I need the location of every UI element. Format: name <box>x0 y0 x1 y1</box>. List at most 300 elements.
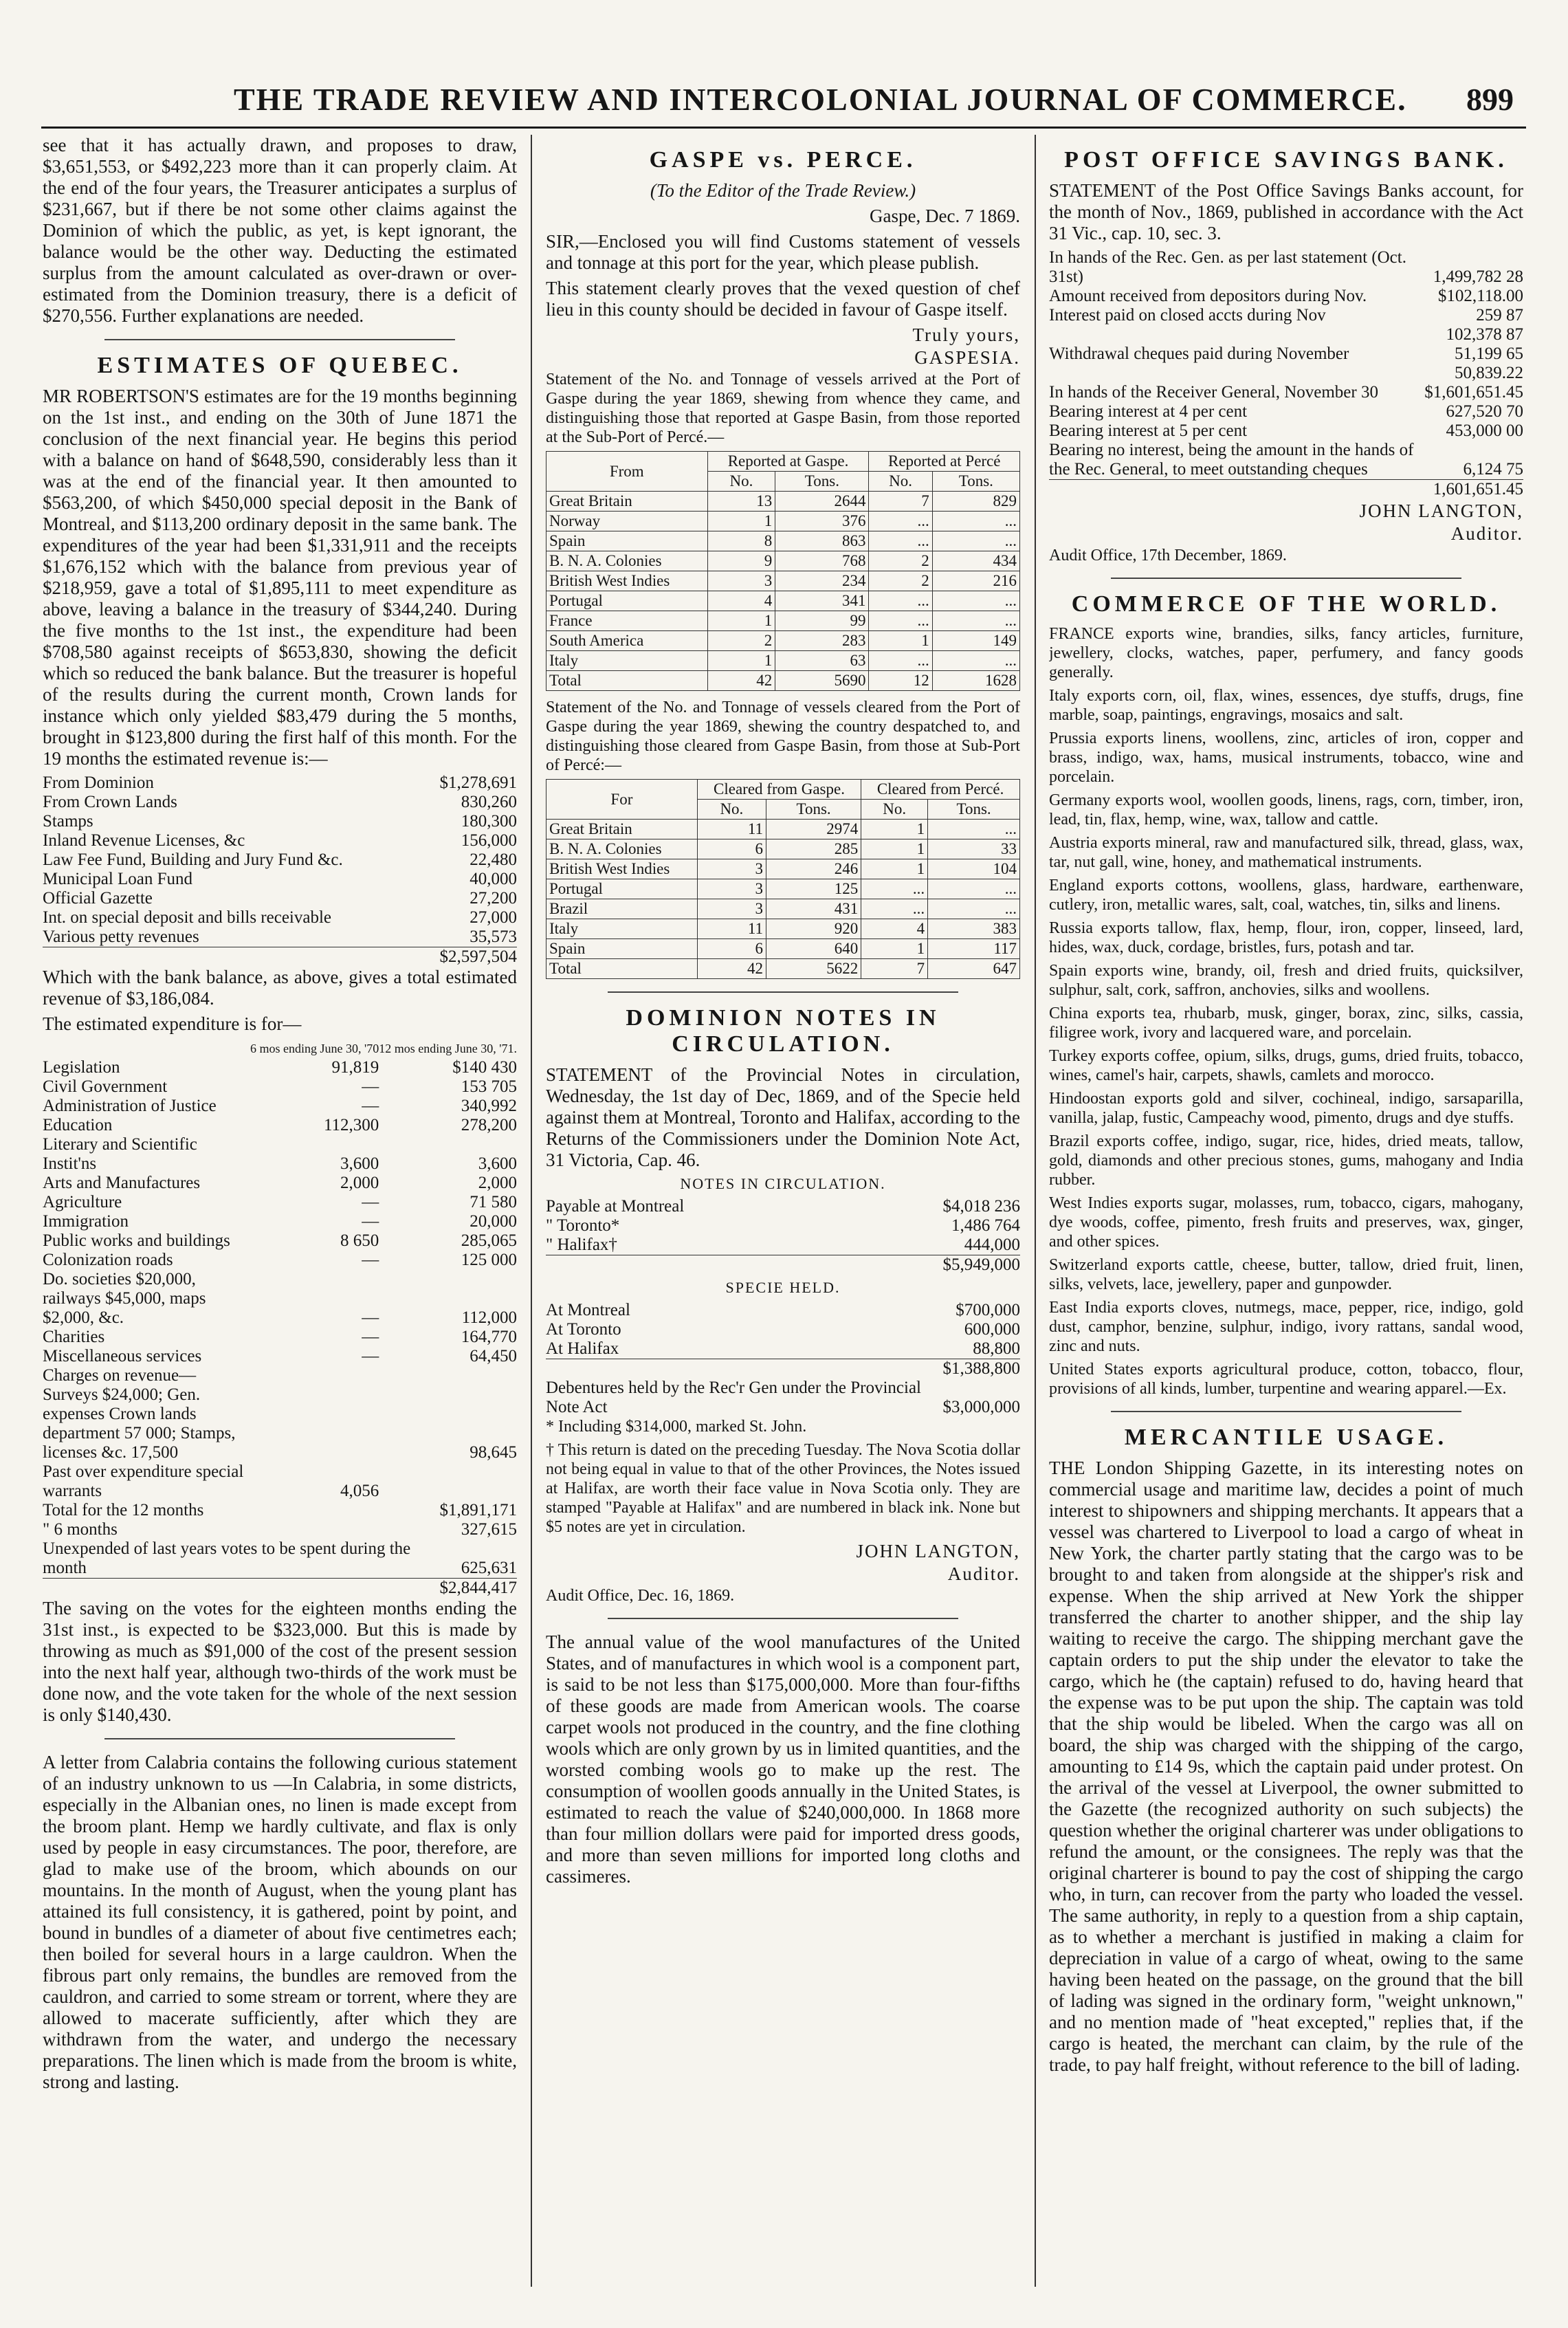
column-3 <box>1049 135 1523 2294</box>
arrived-row-cell: Italy <box>546 651 708 671</box>
commerce-item: China exports tea, rhubarb, musk, ginger, borax, zinc, silks, cassia, filigree work, ivory and lacquered ware, and porcelain. <box>1049 1004 1523 1042</box>
expenditure-full: 71 580 <box>470 1193 517 1211</box>
expenditure-full: 20,000 <box>470 1212 517 1231</box>
arrived-row <box>546 591 1020 611</box>
expenditure-full: 285,065 <box>461 1231 517 1250</box>
wool-paragraph: The annual value of the wool manufactures of the United States, and of manufactures in which wool is a component part, is said to be not less than $175,000,000. More than four-fifths of these goods are made from American wools. The coarse carpet wools not produced in the country, and the fine clothing wools which are only grown by us in limited quantities, and the worsted combing wools go to make up the rest. The consumption of woollen goods annually in the United States, is estimated to reach the value of $240,000,000. In 1868 more than four million dollars were paid for imported dress goods, and more than seven millions for imported long cloths and cassimeres. <box>546 1632 1020 1887</box>
revenue-row-label: From Crown Lands <box>43 793 177 811</box>
exp-total-row <box>43 1520 517 1539</box>
col-head: Tons. <box>775 472 869 492</box>
posb-row-label: Bearing interest at 4 per cent <box>1049 402 1248 421</box>
gaspe-letter: SIR,—Enclosed you will find Customs statement of vessels and tonnage at this port for the year, which please publish. <box>546 231 1020 273</box>
commerce-item: England exports cottons, woollens, glass, hardware, earthenware, cutlery, iron, metallic wares, salt, coal, watches, tin, silks and linens. <box>1049 877 1523 914</box>
posb-row-amount: 51,199 65 <box>1455 344 1523 363</box>
total-cell: 42 <box>697 959 766 979</box>
commerce-item: Switzerland exports cattle, cheese, butter, tallow, dried fruit, linen, silks, velvets, lace, jewellery, paper and gunpowder. <box>1049 1256 1523 1293</box>
expenditure-full: 98,645 <box>470 1443 517 1462</box>
arrived-row-cell: 1 <box>869 631 932 651</box>
expenditure-row <box>43 1193 517 1212</box>
calabria-paragraph: A letter from Calabria contains the following curious statement of an industry unknown to us —In Calabria, in some districts, especially in the Albanian ones, no linen is made except from the broom plant. Hemp we hardly cultivate, and flax is only used by people in easy circumstances. The poor, therefore, are glad to make use of the broom, which abounds on our mountains. In the month of August, when the young plant has attained its full consistency, it is gathered, point by point, and bound in bundles of a diameter of about five centimetres each; then boiled for several hours in a large cauldron. When the fibrous part only remains, the bundles are removed from the cauldron, and carried to some stream or torrent, where they are allowed to macerate sufficiently, after which they are withdrawn from the water, and undergo the necessary preparations. The linen which is made from the broom is white, strong and lasting. <box>43 1752 517 2092</box>
revenue-table <box>43 773 517 967</box>
total-cell: Total <box>546 671 708 691</box>
arrived-title: Statement of the No. and Tonnage of vessels arrived at the Port of Gaspe during the year 1869, shewing from whence they came, and distinguishing those that reported at Gaspe Basin, from those reported at the Sub-Port of Percé.— <box>546 371 1020 446</box>
posb-row-label: Amount received from depositors during Nov. <box>1049 287 1367 305</box>
revenue-row-label: Various petty revenues <box>43 927 199 946</box>
posb-row-amount: 50,839.22 <box>1455 364 1523 382</box>
notes-row-label: " Toronto* <box>546 1216 620 1235</box>
expenditure-half: 91,819 <box>331 1058 379 1077</box>
arrived-row-cell: 1 <box>707 651 775 671</box>
expenditure-full: 153 705 <box>461 1077 517 1096</box>
exp-total-row-amount: 625,631 <box>461 1559 517 1577</box>
cleared-row-cell: 285 <box>766 839 861 859</box>
arrived-row-cell: 2 <box>869 551 932 571</box>
arrived-row-cell: 2 <box>869 571 932 591</box>
arrived-row <box>546 651 1020 671</box>
audit-date: Audit Office, 17th December, 1869. <box>1049 547 1287 564</box>
debentures-label: Debentures held by the Rec'r Gen under the Provincial Note Act <box>546 1379 921 1416</box>
cleared-row-cell: 104 <box>928 859 1020 879</box>
expenditure-row <box>43 1328 517 1347</box>
gaspe-heading: GASPE vs. PERCE. <box>649 147 917 173</box>
cleared-row-cell: 920 <box>766 919 861 939</box>
commerce-item: Brazil exports coffee, indigo, sugar, rice, hides, dried meats, tallow, gold, diamonds and other precious stones, gums, mahogany and India rubber. <box>1049 1132 1523 1189</box>
revenue-row-label: Int. on special deposit and bills receivable <box>43 908 332 927</box>
posb-row <box>1049 421 1523 441</box>
revenue-row <box>43 793 517 812</box>
arrived-row-cell: 768 <box>775 551 869 571</box>
notes-row-amount: $4,018 236 <box>942 1197 1020 1216</box>
expenditure-label: Arts and Manufactures <box>43 1174 201 1192</box>
commerce-item: Spain exports wine, brandy, oil, fresh and dried fruits, quicksilver, sulphur, salt, cork, saffron, anchovies, silks and woollens. <box>1049 962 1523 999</box>
expenditure-totals <box>43 1501 517 1598</box>
exp-total-row-amount: 327,615 <box>461 1520 517 1539</box>
notes-row-amount: 444,000 <box>964 1236 1020 1254</box>
arrived-row-cell: B. N. A. Colonies <box>546 551 708 571</box>
posb-total: 1,601,651.45 <box>1424 480 1523 500</box>
revenue-row-amount: 27,000 <box>470 908 517 927</box>
commerce-item: Germany exports wool, woollen goods, linens, rags, corn, timber, iron, lead, tin, flax, hemp, wine, wax, tallow and cattle. <box>1049 791 1523 828</box>
cleared-row <box>546 919 1020 939</box>
arrived-row-cell: Great Britain <box>546 492 708 512</box>
posb-row-label <box>1049 325 1424 344</box>
arrived-row-cell: 863 <box>775 531 869 551</box>
arrived-row-cell: 9 <box>707 551 775 571</box>
posb-row <box>1049 441 1523 480</box>
commerce-item: Italy exports corn, oil, flax, wines, essences, dye stuffs, drugs, fine marble, soap, paintings, engravings, mosaics and salt. <box>1049 687 1523 724</box>
column-divider <box>1035 135 1036 2287</box>
arrived-row-cell: ... <box>932 651 1019 671</box>
expenditure-table <box>43 1039 517 1501</box>
masthead <box>41 76 1526 117</box>
cleared-row-cell: 3 <box>697 859 766 879</box>
expenditure-label: Legislation <box>43 1058 120 1077</box>
expenditure-full: 64,450 <box>470 1347 517 1365</box>
cleared-row-cell: 6 <box>697 839 766 859</box>
arrived-row-cell: 3 <box>707 571 775 591</box>
mercantile-heading: MERCANTILE USAGE. <box>1124 1425 1448 1450</box>
cleared-row-cell: 3 <box>697 899 766 919</box>
dominion-paragraph: STATEMENT of the Provincial Notes in circulation, Wednesday, the 1st day of Dec, 1869, and of the Specie held against them at Montreal, Toronto and Halifax, according to the Returns of the Commissioners under the Dominion Note Act, 31 Victoria, Cap. 46. <box>546 1064 1020 1170</box>
expenditure-half: 4,056 <box>340 1482 379 1500</box>
posb-row-amount: 6,124 75 <box>1463 460 1523 479</box>
separator <box>608 1618 958 1619</box>
arrived-row <box>546 531 1020 551</box>
total-cell: Total <box>546 959 698 979</box>
posb-row-label: Bearing no interest, being the amount in the hands of the Rec. General, to meet outstanding cheques <box>1049 441 1414 479</box>
specie-row-amount: $700,000 <box>956 1301 1020 1319</box>
expenditure-label: Miscellaneous services <box>43 1347 202 1365</box>
posb-row-amount: 453,000 00 <box>1446 421 1523 440</box>
arrived-row-cell: Portugal <box>546 591 708 611</box>
expenditure-full <box>379 1462 517 1501</box>
revenue-row-label: From Dominion <box>43 773 154 792</box>
table-total <box>546 959 1020 979</box>
expenditure-half <box>250 1366 379 1462</box>
commerce-item: Austria exports mineral, raw and manufactured silk, thread, glass, wax, tar, nut gall, wine, honey, and mathematical instruments. <box>1049 834 1523 871</box>
footnote: * Including $314,000, marked St. John. <box>546 1418 807 1436</box>
arrived-row-cell: 99 <box>775 611 869 631</box>
specie-row-label: At Toronto <box>546 1320 621 1339</box>
posb-row-label: Interest paid on closed accts during Nov <box>1049 306 1326 325</box>
notes-row <box>546 1197 1020 1216</box>
auditor-role: Auditor. <box>947 1563 1020 1584</box>
expenditure-full: 125 000 <box>461 1251 517 1269</box>
exp-total-row-label: Unexpended of last years votes to be spent during the month <box>43 1539 411 1577</box>
col-head: For <box>546 780 698 820</box>
posb-row-amount: 259 87 <box>1476 306 1523 325</box>
arrived-row-cell: 4 <box>707 591 775 611</box>
revenue-row <box>43 812 517 831</box>
notes-row-label: " Halifax† <box>546 1236 617 1254</box>
estimates-paragraph: MR ROBERTSON'S estimates are for the 19 months beginning on the 1st inst., and ending on the 30th of June 1871 the conclusion of the next financial year. He begins this period with a balance on hand of $648,590, considerably less than it was at the end of the financial year. It then amounted to $563,200, of which $450,000 special deposit in the Bank of Montreal, and $113,200 ordinary deposit in the same bank. The expenditures of the year had been $1,331,911 and the receipts $1,676,152 which with the balance from previous year of $218,959, gave a total of $1,895,111 to meet expenditure as above, leaving a balance in the treasury of $344,240. During the five months to the 1st inst., the expenditure had been $708,580 against receipts of $653,830, showing the deficit which so reduced the bank balance. But the treasurer is hopeful of the results during the current month, Crown lands for instance which only yielded $83,479 during the 5 months, brought in $123,800 during the first half of this month. For the 19 months the estimated revenue is:— <box>43 386 517 769</box>
mercantile-paragraph: THE London Shipping Gazette, in its interesting notes on commercial usage and maritime law, decides a point of much interest to shipowners and shipping merchants. It appears that a vessel was chartered to Liverpool to load a cargo of wheat in New York, the charter partly stating that the cargo was to be brought to and taken from alongside at the shipper's risk and expense. When the ship arrived at New York the shipper transferred the charter to another shipper, and the ship lay waiting to receive the cargo. The shipping merchant gave the captain orders to put the ship under the elevator to take the cargo, which he (the captain) refused to do, having heard that the expense was to be put upon the ship. The captain was told that the ship would be libeled. When the cargo was all on board, the ship was charged with the shipping of the cargo, amounting to £14 9s, which the captain paid under protest. On the arrival of the vessel at Liverpool, the owner submitted to the Gazette (the recognized authority on such subjects) the question whether the original charterer was under obligations to refund the amount, or the consignees. The reply was that the original charterer is bound to pay the cost of shipping the cargo who, in turn, can recover from the party who loaded the vessel. The same authority, in reply to a question from a ship captain, as to whether a merchant is justified in making a claim for depreciation in value of a cargo of wheat, owing to the same having been heated on the passage, on the ground that the bill of lading was signed in the ordinary form, "weight unknown," and no mention made of "heat excepted," replies that, if the cargo is heated, the merchant can claim, by the rule of the trade, to pay half freight, without reference to the bill of lading. <box>1049 1458 1523 2075</box>
footnote: † This return is dated on the preceding Tuesday. The Nova Scotia dollar not being equal in value to that of the other Provinces, the Notes issued at Halifax, are worth their face value in Nova Scotia only. They are stamped "Payable at Halifax" and are numbered in black ink. None but $5 notes are yet in circulation. <box>546 1441 1020 1536</box>
cleared-row-cell: 640 <box>766 939 861 959</box>
posb-row <box>1049 364 1523 383</box>
expenditure-full: 112,000 <box>461 1308 517 1327</box>
cleared-row-cell: Brazil <box>546 899 698 919</box>
col-head: Cleared from Gaspe. <box>697 780 861 800</box>
arrived-row-cell: South America <box>546 631 708 651</box>
specie-table <box>546 1301 1020 1417</box>
exp-total-row <box>43 1539 517 1579</box>
expenditure-half: 2,000 <box>340 1174 379 1192</box>
auditor-signature: JOHN LANGTON, <box>856 1541 1020 1561</box>
total-cell: 12 <box>869 671 932 691</box>
arrived-row-cell: 7 <box>869 492 932 512</box>
revenue-row <box>43 831 517 850</box>
expenditure-label: Education <box>43 1116 113 1134</box>
expenditure-label: Charities <box>43 1328 105 1346</box>
total-cell: 42 <box>707 671 775 691</box>
separator <box>608 991 958 993</box>
column-2 <box>546 135 1020 2294</box>
cleared-row-cell: 125 <box>766 879 861 899</box>
commerce-item: Russia exports tallow, flax, hemp, flour, iron, copper, linseed, lard, hides, wax, duck, cordage, bristles, furs, potash and tar. <box>1049 919 1523 956</box>
col-head: Cleared from Percé. <box>861 780 1020 800</box>
arrived-row-cell: 2 <box>707 631 775 651</box>
posb-row <box>1049 248 1523 287</box>
expenditure-row <box>43 1347 517 1366</box>
arrived-row-cell: ... <box>869 531 932 551</box>
arrived-row <box>546 551 1020 571</box>
commerce-list <box>1049 624 1523 1398</box>
notes-row <box>546 1236 1020 1255</box>
expenditure-label: Literary and Scientific Instit'ns <box>43 1135 197 1173</box>
expenditure-row <box>43 1270 517 1328</box>
cleared-row-cell: 246 <box>766 859 861 879</box>
col-head: Tons. <box>928 800 1020 820</box>
total-cell: 647 <box>928 959 1020 979</box>
expenditure-row <box>43 1462 517 1501</box>
revenue-row-amount: 22,480 <box>470 850 517 869</box>
arrived-row-cell: 283 <box>775 631 869 651</box>
revenue-row-amount: 27,200 <box>470 889 517 908</box>
expenditure-row <box>43 1097 517 1116</box>
posb-row-label: Bearing interest at 5 per cent <box>1049 421 1248 440</box>
expenditure-half: — <box>362 1251 379 1269</box>
expenditure-full: 2,000 <box>478 1174 517 1192</box>
expenditure-row <box>43 1116 517 1135</box>
expenditure-row <box>43 1366 517 1462</box>
cleared-row-cell: Spain <box>546 939 698 959</box>
cleared-row-cell: 11 <box>697 919 766 939</box>
cleared-row <box>546 879 1020 899</box>
revenue-row-amount: 40,000 <box>470 870 517 888</box>
notes-table <box>546 1197 1020 1275</box>
separator <box>104 1738 455 1739</box>
cleared-row-cell: B. N. A. Colonies <box>546 839 698 859</box>
cleared-row-cell: 11 <box>697 820 766 839</box>
specie-row <box>546 1301 1020 1320</box>
journal-title: THE TRADE REVIEW AND INTERCOLONIAL JOURNAL OF COMMERCE. <box>234 82 1407 117</box>
expenditure-row <box>43 1135 517 1174</box>
col-head: No. <box>861 800 928 820</box>
revenue-row <box>43 889 517 908</box>
exp-total-row-label: Total for the 12 months <box>43 1501 204 1519</box>
gaspe-letter: This statement clearly proves that the vexed question of chef lieu in this county should be decided in favour of Gaspe itself. <box>546 278 1020 320</box>
arrived-row-cell: ... <box>869 651 932 671</box>
col-head: Tons. <box>766 800 861 820</box>
revenue-row-amount: 830,260 <box>461 793 517 811</box>
col-head: Reported at Percé <box>869 452 1020 472</box>
commerce-item: West Indies exports sugar, molasses, rum, tobacco, cigars, mahogany, dye woods, coffee, pimento, fresh fruits and preserves, wax, ginger, and other spices. <box>1049 1194 1523 1251</box>
arrived-row-cell: ... <box>932 611 1019 631</box>
revenue-row-amount: 156,000 <box>461 831 517 850</box>
cleared-row <box>546 899 1020 919</box>
revenue-row-label: Municipal Loan Fund <box>43 870 193 888</box>
revenue-row-amount: $1,278,691 <box>439 773 517 792</box>
notes-row-label: Payable at Montreal <box>546 1197 685 1216</box>
arrived-row-cell: 376 <box>775 512 869 531</box>
expenditure-half: 3,600 <box>340 1154 379 1173</box>
page-number: 899 <box>1466 82 1514 117</box>
expenditure-label: Immigration <box>43 1212 129 1231</box>
cleared-row-cell: ... <box>928 820 1020 839</box>
posb-row <box>1049 306 1523 325</box>
expenditure-full: 278,200 <box>461 1116 517 1134</box>
notes-row <box>546 1216 1020 1236</box>
cleared-row-cell: Great Britain <box>546 820 698 839</box>
estimates-paragraph: Which with the bank balance, as above, gives a total estimated revenue of $3,186,084. <box>43 967 517 1009</box>
commerce-item: Hindoostan exports gold and silver, cochineal, indigo, sarsaparilla, vanilla, jalap, fustic, Campeachy wood, pimento, drugs and dye stuffs. <box>1049 1090 1523 1127</box>
revenue-row <box>43 850 517 870</box>
commerce-item: Turkey exports coffee, opium, silks, drugs, gums, dried fruits, tobacco, wines, camel's hair, carpets, shawls, camlets and morocco. <box>1049 1047 1523 1084</box>
col-head: No. <box>707 472 775 492</box>
revenue-row <box>43 927 517 947</box>
arrived-row <box>546 492 1020 512</box>
expenditure-full: $140 430 <box>452 1058 517 1077</box>
column-divider <box>531 135 532 2287</box>
cleared-title: Statement of the No. and Tonnage of vessels cleared from the Port of Gaspe during the year 1869, shewing the country despatched to, and distinguishing those cleared from Gaspe Basin, from those at Sub-Port of Percé:— <box>546 699 1020 774</box>
posb-row-label: In hands of the Receiver General, November 30 <box>1049 383 1378 402</box>
exp-total-row <box>43 1501 517 1520</box>
exp-col-head: 6 mos ending June 30, '70 <box>250 1042 379 1055</box>
notes-row-amount: 1,486 764 <box>951 1216 1020 1235</box>
total-cell: 5622 <box>766 959 861 979</box>
posb-table <box>1049 248 1523 499</box>
arrived-row-cell: ... <box>932 531 1019 551</box>
arrived-row-cell: British West Indies <box>546 571 708 591</box>
arrived-row-cell: 234 <box>775 571 869 591</box>
expenditure-half: 112,300 <box>323 1116 379 1134</box>
cleared-row-cell: ... <box>861 899 928 919</box>
posb-row <box>1049 383 1523 402</box>
revenue-row-label: Law Fee Fund, Building and Jury Fund &c. <box>43 850 343 869</box>
arrived-row-cell: 1 <box>707 611 775 631</box>
arrived-row-cell: 341 <box>775 591 869 611</box>
arrived-row-cell: 8 <box>707 531 775 551</box>
posb-row-amount: 102,378 87 <box>1446 325 1523 344</box>
cleared-row-cell: 2974 <box>766 820 861 839</box>
separator <box>104 339 455 340</box>
cleared-row-cell: 1 <box>861 859 928 879</box>
cleared-row-cell: 1 <box>861 839 928 859</box>
auditor-role: Auditor. <box>1450 523 1523 544</box>
arrived-row-cell: ... <box>932 591 1019 611</box>
specie-heading: SPECIE HELD. <box>725 1279 841 1296</box>
arrived-row-cell: 13 <box>707 492 775 512</box>
cleared-row-cell: 4 <box>861 919 928 939</box>
expenditure-row <box>43 1231 517 1251</box>
arrived-row-cell: 2644 <box>775 492 869 512</box>
expenditure-full: 164,770 <box>461 1328 517 1346</box>
posb-row-amount: $102,118.00 <box>1437 287 1523 305</box>
arrived-row <box>546 571 1020 591</box>
gaspe-subheading: (To the Editor of the Trade Review.) <box>650 180 916 201</box>
col-head: Reported at Gaspe. <box>707 452 869 472</box>
cleared-row-cell: 1 <box>861 939 928 959</box>
cleared-row-cell: Italy <box>546 919 698 939</box>
posb-row <box>1049 287 1523 306</box>
expenditure-label: Do. societies $20,000, railways $45,000, maps $2,000, &c. <box>43 1270 206 1327</box>
posb-row-label: In hands of the Rec. Gen. as per last statement (Oct. 31st) <box>1049 248 1406 286</box>
masthead-rule <box>41 127 1526 129</box>
audit-date: Audit Office, Dec. 16, 1869. <box>546 1587 735 1605</box>
commerce-item: East India exports cloves, nutmegs, mace, pepper, rice, indigo, gold dust, camphor, benzine, sulphur, indigo, ivory rattans, sandal wood, zinc and nuts. <box>1049 1299 1523 1355</box>
notes-heading: NOTES IN CIRCULATION. <box>680 1175 886 1192</box>
expenditure-half: — <box>362 1328 379 1346</box>
col-head: No. <box>697 800 766 820</box>
expenditure-label: Past over expenditure special warrants <box>43 1462 244 1500</box>
revenue-row-label: Stamps <box>43 812 93 831</box>
gaspe-dateline: Gaspe, Dec. 7 1869. <box>870 206 1020 226</box>
expenditure-grand-total: $2,844,417 <box>439 1579 517 1597</box>
revenue-row <box>43 908 517 927</box>
cleared-row <box>546 820 1020 839</box>
posb-row <box>1049 402 1523 421</box>
cleared-row-cell: 33 <box>928 839 1020 859</box>
cleared-row-cell: 383 <box>928 919 1020 939</box>
cleared-row-cell: ... <box>861 879 928 899</box>
commerce-item: Prussia exports linens, woollens, zinc, articles of iron, copper and brass, indigo, wax, hams, musical instruments, tobacco, wine and porcelain. <box>1049 729 1523 786</box>
expenditure-row <box>43 1212 517 1231</box>
posb-heading: POST OFFICE SAVINGS BANK. <box>1064 147 1508 173</box>
specie-total: $1,388,800 <box>942 1359 1020 1378</box>
expenditure-label: Public works and buildings <box>43 1231 230 1250</box>
specie-row <box>546 1320 1020 1339</box>
cleared-row <box>546 939 1020 959</box>
arrived-row <box>546 631 1020 651</box>
posb-row-label: Withdrawal cheques paid during November <box>1049 344 1349 363</box>
specie-row-amount: 600,000 <box>964 1320 1020 1339</box>
arrived-row-cell: ... <box>869 611 932 631</box>
arrived-row-cell: 829 <box>932 492 1019 512</box>
total-cell: 1628 <box>932 671 1019 691</box>
col-head: From <box>546 452 708 492</box>
expenditure-row <box>43 1077 517 1097</box>
cleared-row <box>546 839 1020 859</box>
cleared-row <box>546 859 1020 879</box>
cleared-table <box>546 779 1020 979</box>
arrived-row-cell: 434 <box>932 551 1019 571</box>
expenditure-half: — <box>362 1097 379 1115</box>
revenue-row-label: Inland Revenue Licenses, &c <box>43 831 245 850</box>
commerce-item: FRANCE exports wine, brandies, silks, fancy articles, furniture, jewellery, clocks, watches, paper, perfumery, and fancy goods generally. <box>1049 625 1523 681</box>
posb-row <box>1049 325 1523 344</box>
expenditure-half: — <box>362 1347 379 1365</box>
estimates-heading: ESTIMATES OF QUEBEC. <box>97 353 463 378</box>
total-cell: 7 <box>861 959 928 979</box>
expenditure-half: — <box>362 1077 379 1096</box>
gaspe-signoff: Truly yours, <box>912 325 1020 345</box>
arrived-row-cell: 1 <box>707 512 775 531</box>
revenue-row <box>43 773 517 793</box>
exp-total-row-label: " 6 months <box>43 1520 118 1539</box>
cleared-row-cell: ... <box>928 899 1020 919</box>
article-continuation: see that it has actually drawn, and proposes to draw, $3,651,553, or $492,223 more than it can properly claim. At the end of the four years, the Treasurer anticipates a surplus of $231,667, but if there be not some other claims against the Dominion of which the public, as yet, is kept ignorant, the balance would be the other way. Deducting the estimated surplus from the amount calculated as over-drawn or over-estimated from the Dominion treasury, there is a deficit of $270,556. Further explanations are needed. <box>43 135 517 326</box>
estimates-paragraph: The estimated expenditure is for— <box>43 1013 302 1034</box>
expenditure-label: Civil Government <box>43 1077 168 1096</box>
total-cell: 5690 <box>775 671 869 691</box>
expenditure-row <box>43 1174 517 1193</box>
arrived-row-cell: Norway <box>546 512 708 531</box>
arrived-row-cell: 216 <box>932 571 1019 591</box>
cleared-row-cell: 6 <box>697 939 766 959</box>
posb-row-amount: $1,601,651.45 <box>1424 383 1523 402</box>
expenditure-label: Colonization roads <box>43 1251 173 1269</box>
expenditure-half: — <box>362 1212 379 1231</box>
arrived-row-cell: ... <box>932 512 1019 531</box>
expenditure-row <box>43 1251 517 1270</box>
expenditure-label: Charges on revenue— Surveys $24,000; Gen. expenses Crown lands department 57 000; Stamps, licenses &c. 17,500 <box>43 1366 236 1462</box>
auditor-signature: JOHN LANGTON, <box>1359 501 1523 521</box>
arrived-row-cell: ... <box>869 512 932 531</box>
expenditure-half: — <box>362 1193 379 1211</box>
cleared-row-cell: 431 <box>766 899 861 919</box>
col-head: Tons. <box>932 472 1019 492</box>
